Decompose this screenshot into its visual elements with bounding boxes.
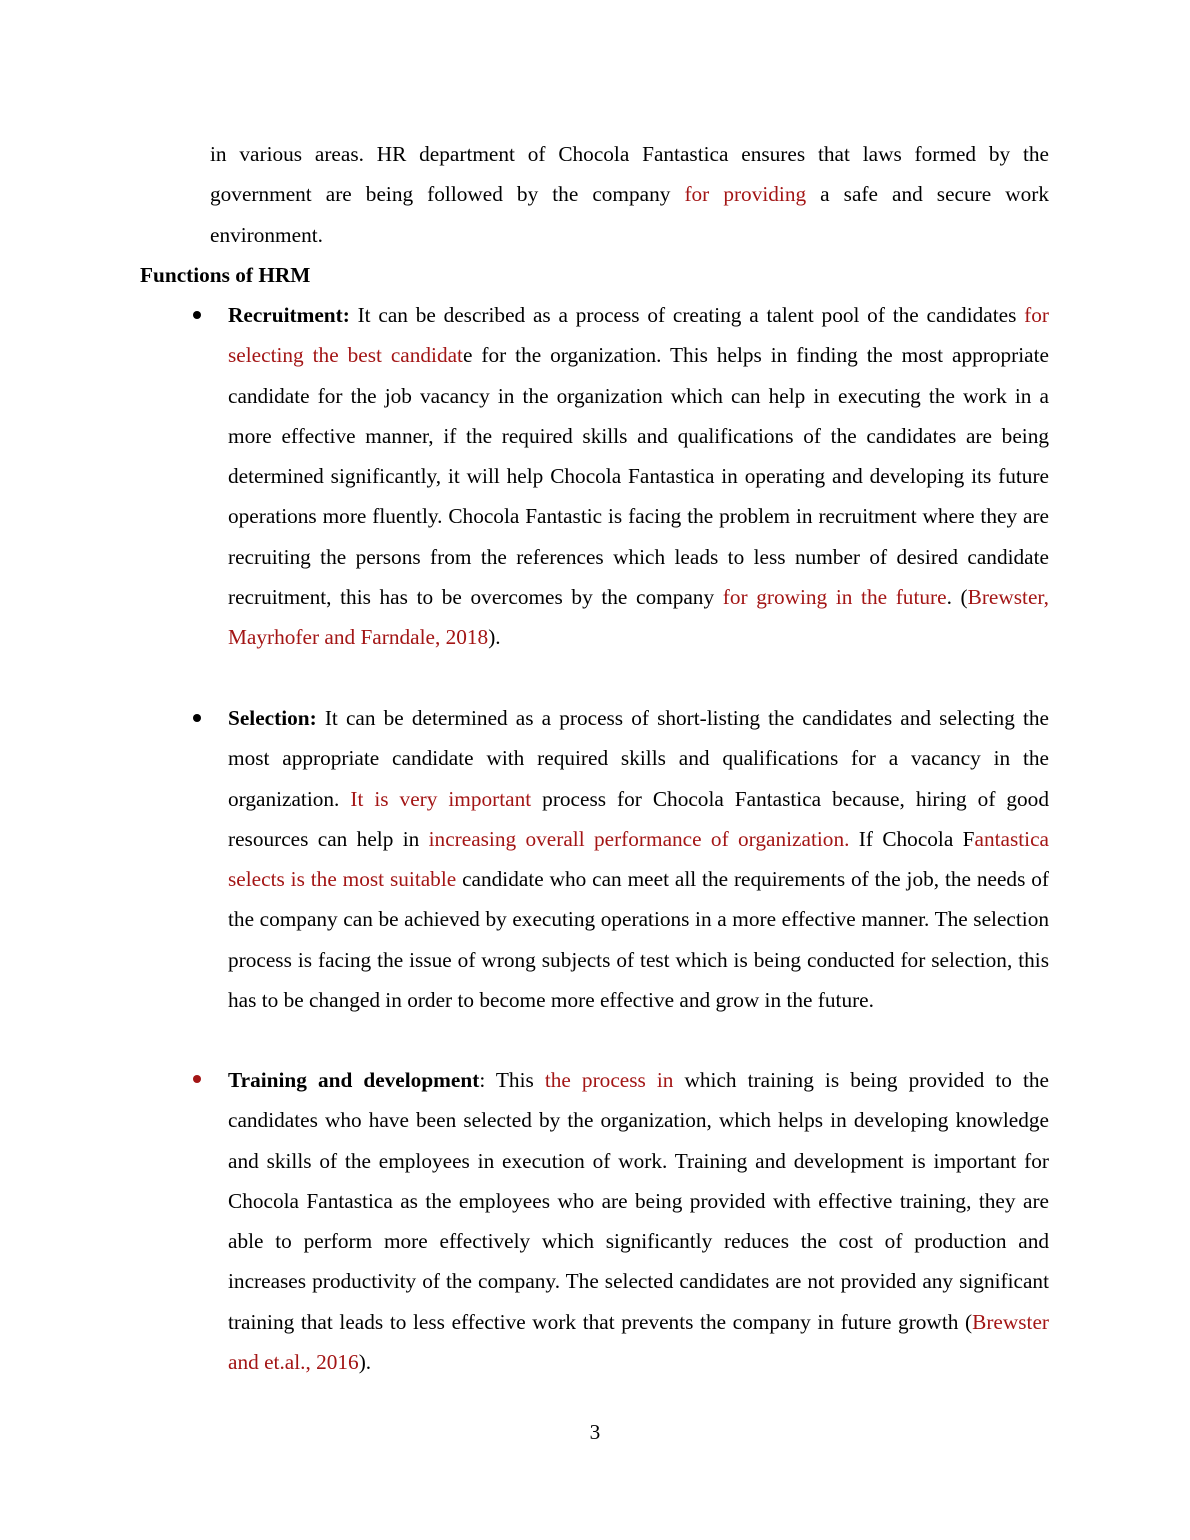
bullet-text: : This [479, 1068, 545, 1092]
bullet-text: candidate who can meet all the requirements of the job, the needs of the company can be achieved by executing operations in a more effective manner. The selection process is facing the issue of wrong subjects of test which is being conducted for selection, this has to be changed in order to become more effective and grow in the future. [228, 867, 1050, 1013]
page-number: 3 [589, 1420, 601, 1444]
bullet-selection [228, 698, 1049, 1020]
bullet-recruitment [228, 295, 1049, 658]
bullet-highlight: for growing in the future [722, 585, 947, 610]
bullet-text: . ( [946, 585, 968, 610]
bullet-icon [193, 311, 201, 319]
intro-text-2: a safe and secure work environment. [210, 182, 1050, 247]
bullet-text: which training is being provided to the candidates who have been selected by the organization, which helps in developing knowledge and skills of the employees in execution of work. Training and development is important for Chocola Fantastica as the employees who are being provided with effective training, they are able to perform more effectively which significantly reduces the cost of production and increases productivity of the company. The selected candidates are not provided any significant training that leads to less effective work that prevents the company in future growth ( [228, 1068, 1049, 1334]
bullet-highlight: antastica selects is the most suitable [228, 826, 1049, 892]
bullet-text: It can be determined as a process of short-listing the candidates and selecting the most appropriate candidate with required skills and qualifications for a vacancy in the organization. [228, 706, 1049, 811]
bullet-title: Selection: [228, 706, 317, 730]
bullet-text: ). [488, 625, 501, 650]
bullet-icon [193, 714, 201, 722]
bullet-highlight: increasing overall performance of organization. [428, 826, 850, 851]
bullet-title: Training and development [228, 1068, 480, 1092]
bullet-text: ). [358, 1350, 372, 1375]
intro-paragraph [210, 134, 1049, 255]
bullet-highlight: the process in [544, 1068, 674, 1092]
citation: Brewster, Mayrhofer and Farndale, 2018 [228, 585, 1049, 650]
intro-highlight: for providing [684, 182, 807, 207]
bullet-highlight: It is very important [350, 786, 532, 811]
bullet-text: If Chocola F [849, 826, 975, 851]
bullet-title: Recruitment: [228, 303, 350, 327]
intro-text-1: in various areas. HR department of Chocola Fantastica ensures that laws formed by the government are being followed by the company [210, 142, 1049, 207]
bullet-icon [193, 1075, 201, 1083]
bullet-text: process for Chocola Fantastica because, hiring of good resources can help in [228, 786, 1049, 851]
citation: Brewster and et.al., 2016 [228, 1309, 1049, 1375]
bullet-highlight: for selecting the best candidat [228, 303, 1049, 368]
bullet-training [228, 1060, 1049, 1382]
bullet-text: It can be described as a process of creating a talent pool of the candidates [349, 303, 1025, 327]
bullet-text: e for the organization. This helps in finding the most appropriate candidate for the job vacancy in the organization which can help in executing the work in a more effective manner, if the required skills and qualifications of the candidates are being determined significantly, it will help Chocola Fantastica in operating and developing its future operations more fluently. Chocola Fantastic is facing the problem in recruitment where they are recruiting the persons from the references which leads to less number of desired candidate recruitment, this has to be overcomes by the company [228, 343, 1049, 610]
section-heading: Functions of HRM [140, 263, 311, 287]
